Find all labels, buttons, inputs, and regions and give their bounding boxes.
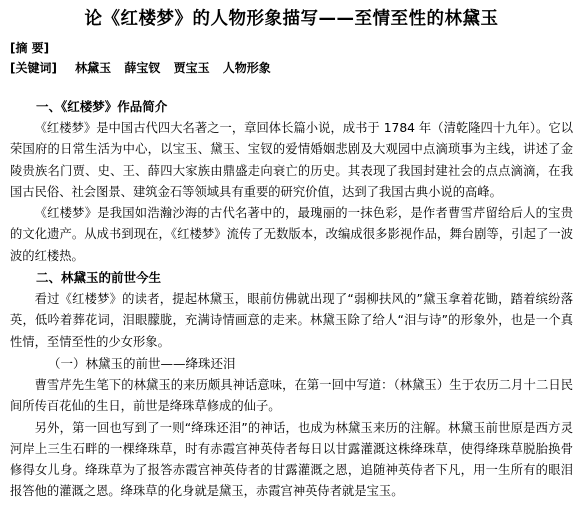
keyword-item: 人物形象 xyxy=(222,61,271,75)
paragraph: 曹雪芹先生笔下的林黛玉的来历颇具神话意味，在第一回中写道：（林黛玉）生于农历二月十二日民间所传百花仙的生日，前世是绛珠草修成的仙子。 xyxy=(10,377,573,414)
section-heading-daiyu: 二、林黛玉的前世今生 xyxy=(36,270,162,286)
section-heading-intro: 一、《红楼梦》作品简介 xyxy=(36,99,168,114)
subsection-heading: （一）林黛玉的前世——绛珠还泪 xyxy=(48,355,236,371)
keywords-label: [关键词] xyxy=(10,61,57,75)
abstract-label: [摘 要] xyxy=(10,41,50,55)
keyword-item: 贾宝玉 xyxy=(173,61,210,75)
paragraph: 《红楼梦》是中国古代四大名著之一，章回体长篇小说，成书于 1784 年（清乾隆四十九年）。它以荣国府的日常生活为中心，以宝玉、黛玉、宝钗的爱情婚姻悲剧及大观园中点滴琐事为主线，讲述了金陵贵族名门贾、史、王、薛四大家族由鼎盛走向衰亡的历史。其表现了我国封建社会的点点滴滴，在我国古民俗、社会图景、建筑金石等领域具有重要的研究价值，达到了我国古典小说的高峰。 xyxy=(10,121,573,199)
article-title: 论《红楼梦》的人物形象描写——至情至性的林黛玉 xyxy=(84,9,499,29)
keywords-line xyxy=(10,58,573,78)
keyword-item: 林黛玉 xyxy=(75,61,112,75)
paragraph: 《红楼梦》是我国如浩瀚沙海的古代名著中的，最瑰丽的一抹色彩，是作者曹雪芹留给后人的宝贵的文化遗产。从成书到现在，《红楼梦》流传了无数版本，改编成很多影视作品，舞台剧等，引起了一波波的红楼热。 xyxy=(10,206,573,263)
paragraph: 另外，第一回也写到了一则“绛珠还泪”的神话，也成为林黛玉来历的注解。林黛玉前世原是西方灵河岸上三生石畔的一棵绛珠草，时有赤霞宫神英侍者每日以甘露灌溉这株绛珠草，使得绛珠草脱胎换骨修得女儿身。绛珠草为了报答赤霞宫神英侍者的甘露灌溉之恩，追随神英侍者下凡，用一生所有的眼泪报答他的灌溉之恩。绛珠草的化身就是黛玉，赤霞宫神英侍者就是宝玉。 xyxy=(10,420,573,499)
keyword-item: 薛宝钗 xyxy=(124,61,161,75)
paragraph: 看过《红楼梦》的读者，提起林黛玉，眼前仿佛就出现了“弱柳扶风的”黛玉拿着花锄，踏着缤纷落英，低吟着葬花词，泪眼朦胧，充满诗情画意的走来。林黛玉除了给人“泪与诗”的形象外，也是一个真性情，至情至性的少女形象。 xyxy=(10,292,573,349)
